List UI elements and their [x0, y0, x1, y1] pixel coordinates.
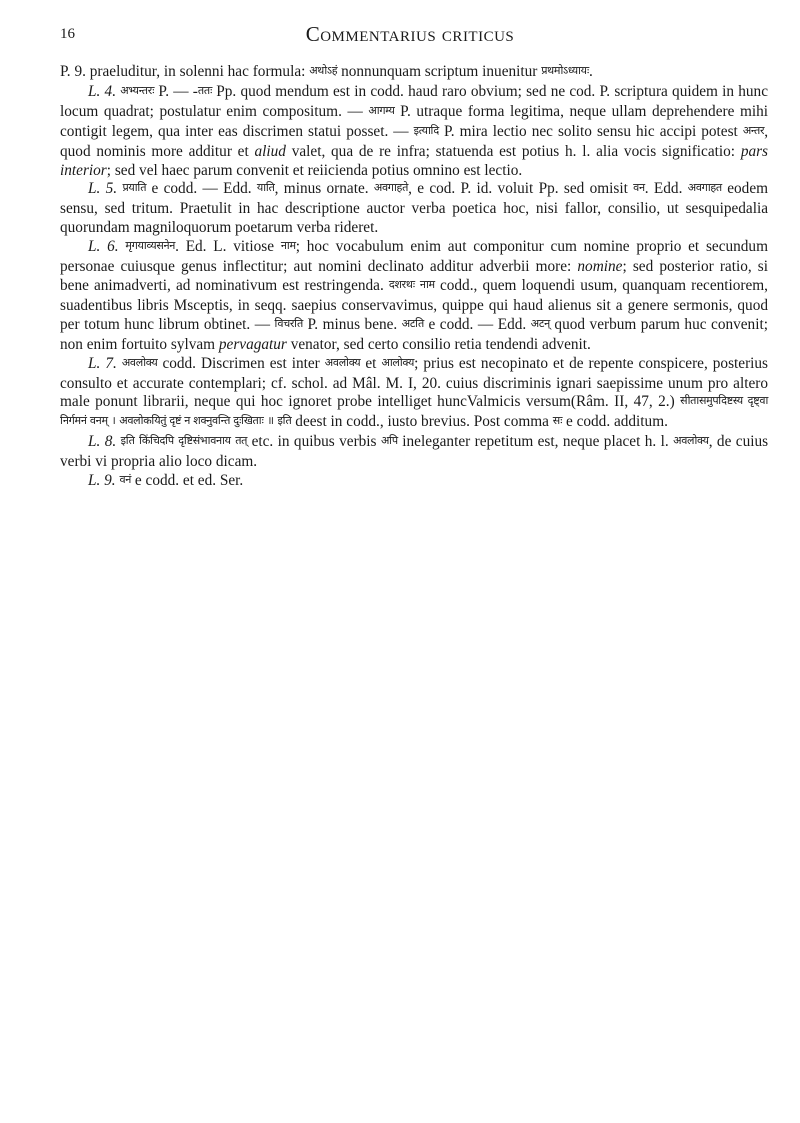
devanagari-text: वन: [633, 181, 645, 195]
devanagari-text: याति: [256, 181, 275, 195]
devanagari-text: विचरति: [274, 316, 303, 330]
devanagari-text: प्रथमोऽध्यायः: [541, 64, 589, 77]
devanagari-text: अटन्: [530, 316, 550, 330]
line-ref-l9: L. 9.: [88, 472, 116, 490]
devanagari-text: वनं: [119, 473, 132, 487]
devanagari-text: इति: [277, 414, 292, 428]
note-l4: L. 4. अभ्यन्तरः P. — -ततः Pp. quod mendum est in codd. haud raro obvium; sed ne cod. P. scriptura quidem in hunc locum quadrat; postulatur enim compositum. — आगम्य P. utraque forma legitima, neque ullam deprehendere mihi contigit legem, qua inter eas discrimen statui posset. — इत्यादि P. mira lectio nec solito sensu hic accipi potest अन्तर, quod nominis more additur et aliud valet, qua de re infra; statuenda est potius h. l. alia vocis significatio: pars interior; sed vel haec parum convenit et reiicienda potius omnino est lectio.: [60, 82, 769, 179]
line-ref-l8: L. 8.: [88, 433, 117, 451]
devanagari-text: अन्तर: [742, 123, 765, 137]
devanagari-verse: अवलोकयितुं दृष्टं न शक्नुवन्ति दुःखिताः: [119, 414, 264, 428]
devanagari-text: नाम: [419, 277, 435, 291]
note-l6: L. 6. मृगयाव्यसनेन. Ed. L. vitiose नाम; hoc vocabulum enim aut componitur cum nomine proprio et secundum personae cuiusque genus inflectitur; aut nomini declinato additur adverbii more: nomine; sed posterior ratio, si bene animadverti, ad nominativum est restringenda. दशरथः नाम codd., quem loquendi usum, quanquam recentiorem, suadentibus libris Msceptis, in seqq. saepius conservavimus, quippe qui haud alienus sit a genere sermonis, quod per totum hunc librum obtinet. — विचरति P. minus bene. अटति e codd. — Edd. अटन् quod verbum parum huc convenit; non enim fortuito sylvam pervagatur venator, sed certo consilio retia tendendi advenit.: [60, 238, 769, 353]
page-number: 16: [60, 26, 75, 42]
line-ref-l7: L. 7.: [88, 354, 117, 372]
devanagari-text: दशरथः: [388, 277, 415, 291]
devanagari-text: आलोक्य: [381, 355, 415, 369]
line-ref-l4: L. 4.: [88, 82, 117, 100]
ref-p9: P. 9.: [60, 63, 86, 80]
note-l9: L. 9. वनं e codd. et ed. Ser.: [88, 472, 244, 490]
devanagari-text: मृगयाव्यसनेन: [125, 239, 176, 253]
devanagari-text: ततः: [197, 83, 213, 97]
devanagari-text: अटति: [401, 316, 424, 330]
running-title: Commentarius criticus: [305, 22, 515, 46]
devanagari-text: अवगाहते: [373, 181, 409, 195]
note-p9: P. 9. praeluditur, in solenni hac formula: अथोऽहं nonnunquam scriptum inuenitur प्रथमोऽध्यायः.: [60, 63, 593, 80]
note-l7: L. 7. अवलोक्य codd. Discrimen est inter अवलोक्य et आलोक्य; prius est necopinato et de repente conspicere, posterius consulto et accurate contemplari; cf. schol. ad Mâl. M. I, 20. cuius discriminis ignari saepissime unum pro altero male ponunt librarii, neque qui hoc ignoret probe intelliget huncValmicis versum(Râm. II, 47, 2.) सीतासमुपदिष्टस्य दृष्ट्वा निर्गमनं वनम् । अवलोकयितुं दृष्टं न शक्नुवन्ति दुःखिताः ॥ इति deest in codd., iusto brevius. Post comma सः e codd. additum.: [60, 354, 769, 431]
page-header: [60, 18, 760, 54]
devanagari-text: अवलोक्य: [324, 355, 361, 369]
devanagari-text: अवलोक्य: [673, 434, 709, 448]
devanagari-text: सः: [552, 414, 563, 428]
devanagari-text: इत्यादि: [413, 123, 439, 137]
note-l8: L. 8. इति किंचिदपि दृष्टिसंभावनाय तत् etc. in quibus verbis अपि ineleganter repetitum est, neque placet h. l. अवलोक्य, de cuius verbi vi propria alio loco dicam.: [60, 433, 769, 471]
devanagari-text: अभ्यन्तरः: [120, 83, 155, 97]
devanagari-text: अपि: [380, 434, 398, 448]
line-ref-l6: L. 6.: [88, 238, 119, 256]
devanagari-verse: सीतासमुपदिष्टस्य दृष्ट्वा निर्गमनं वनम्: [60, 394, 769, 428]
note-l5: L. 5. प्रयाति e codd. — Edd. याति, minus ornate. अवगाहते, e cod. P. id. voluit Pp. sed omisit वन. Edd. अवगाहत eodem sensu, sed tritum. Praetulit in hac descriptione auctor verba poetica hoc, nisi fallor, consilio, ut sesquipedalia quorundam magniloquorum poetarum verba rideret.: [60, 180, 769, 237]
devanagari-text: किंचिदपि: [138, 434, 174, 448]
devanagari-text: अवगाहत: [687, 181, 722, 195]
devanagari-text: आगम्य: [368, 103, 395, 117]
devanagari-text: तत्: [235, 434, 248, 448]
commentary-body: [60, 63, 768, 492]
devanagari-text: अवलोक्य: [121, 355, 158, 369]
devanagari-text: प्रयाति: [122, 181, 147, 195]
devanagari-text: दृष्टिसंभावनाय: [178, 434, 231, 448]
line-ref-l5: L. 5.: [88, 180, 118, 198]
devanagari-text: नाम: [280, 239, 296, 253]
devanagari-text: इति: [120, 434, 135, 448]
devanagari-text: अथोऽहं: [309, 64, 338, 77]
